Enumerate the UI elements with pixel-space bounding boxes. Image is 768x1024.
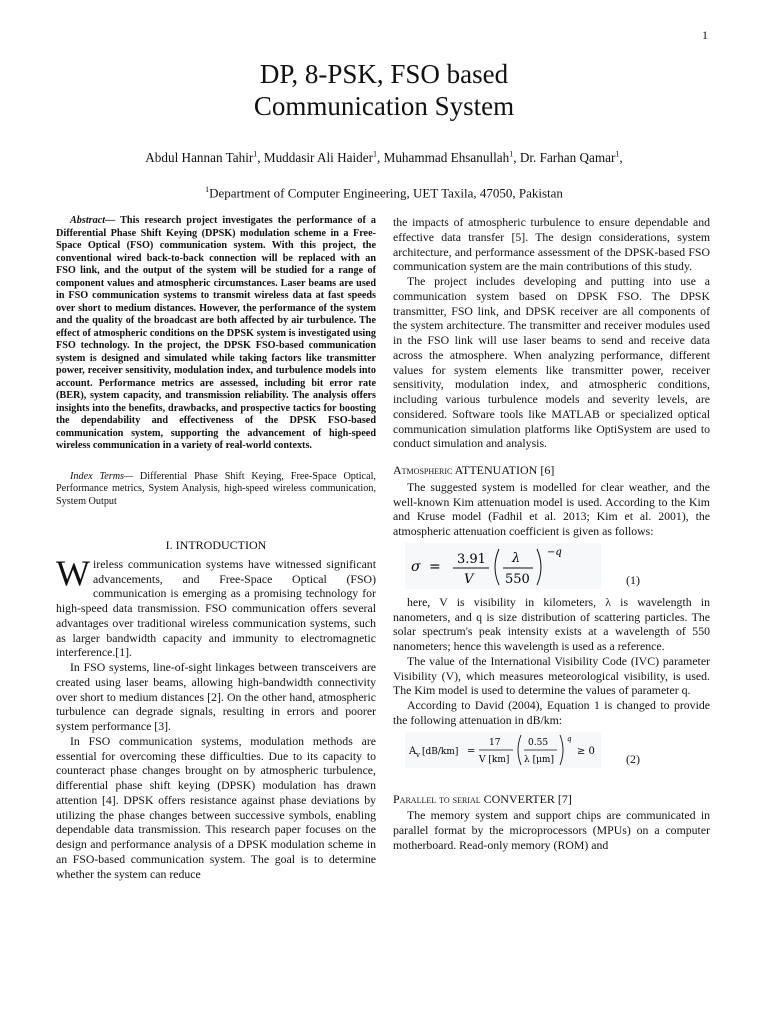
eq1-denominator: V [464, 571, 474, 587]
author-1: Abdul Hannan Tahir$^1$, [145, 150, 264, 166]
author-4: Dr. Farhan Qamar$^1$, [519, 150, 623, 166]
attenuation-paragraph-4: According to David (2004), Equation 1 is changed to provide the following attenuation in dB/km: [393, 698, 710, 727]
eq1-left-paren [495, 549, 499, 585]
eq2-denominator: V [km] [479, 754, 510, 765]
eq1-numerator: 3.91 [457, 551, 486, 567]
eq2-lhs-sub: v [416, 750, 420, 759]
attenuation-paragraph-1: The suggested system is modelled for clear weather, and the well-known Kim attenuation model is used. According to the Kim and Kruse model (Fadhil et al. 2013; Kim et al. 2001), the atmospheric attenuation coefficient is given as follows: [393, 479, 710, 538]
affiliation: $^1$Department of Computer Engineering, UET Taxila, 47050, Pakistan [205, 185, 563, 201]
eq2-right-paren [560, 735, 563, 765]
subsection-heading-atmospheric-attenuation: Atmospheric ATTENUATION [6] [393, 463, 555, 477]
right-paragraph-2: The project includes developing and putting into use a communication system based on DPSK FSO. The DPSK transmitter, FSO link, and DPSK receiver are all components of the system architecture. The transmitter and receiver modules used in the FSO link will use laser beams to send and receive data across the atmosphere. When analyzing performance, different values for system elements like transmitter power, receiver sensitivity, modulation index, and atmospheric conditions, including various turbulence models and severity levels, are considered. Software tools like MATLAB or specialized optical communication simulation platforms like OptiSystem are used to conduct simulation and analysis. [393, 274, 710, 451]
eq2-left-paren [518, 735, 521, 765]
right-paragraph-1: the impacts of atmospheric turbulence to ensure dependable and effective data transfer [5]. The design considerations, system architecture, and performance assessment of the DPSK-based FSO communication system are the main contributions of this study. [393, 215, 710, 274]
author-3: Muhammad Ehsanullah$^1$, [383, 150, 520, 166]
eq1-exponent: −q [547, 546, 562, 558]
author-2: Muddasir Ali Haider$^1$, [263, 150, 384, 166]
right-column [393, 215, 710, 853]
attenuation-paragraph-2: here, V is visibility in kilometers, λ is wavelength in nanometers, and q is size distribution of scattering particles. The solar spectrum's peak intensity exists at a wavelength of 550 nanometers; hence this wavelength is used as a reference. [393, 594, 710, 653]
eq2-numerator-2: 0.55 [528, 737, 549, 748]
equation-2-number: (2) [626, 751, 640, 766]
eq2-denominator-2: λ [μm] [524, 754, 554, 765]
equation-2-row [393, 732, 710, 772]
eq2-exponent: q [567, 734, 572, 743]
author-list [0, 150, 768, 166]
equation-1 [405, 543, 601, 589]
abstract: Abstract— This research project investigates the performance of a Differential Phase Shift Keying (DPSK) modulation scheme in a Free-Space Optical (FSO) communication system. With this project, the conventional wired back-to-back connection will be replaced with an FSO link, and the output of the system will be studied for a range of component values and atmospheric circumstances. Laser beams are used in FSO communication systems to transmit wireless data at fast speeds over short to medium distances. However, the performance of the system and the quality of the broadcast are both affected by air turbulence. The effect of atmospheric conditions on the DPSK system is investigated using FSO technology. In the project, the DPSK FSO-based communication system is designed and simulated while taking factors like transmitter power, receiver sensitivity, modulation index, and turbulence models into account. Performance metrics are assessed, including bit error rate (BER), system capacity, and transmission reliability. The analysis offers insights into the benefits, drawbacks, and prospective tactics for boosting the dependability and effectiveness of the DPSK FSO-based communication system, supporting the advancement of high-speed wireless communication in a variety of real-world contexts. [56, 215, 376, 451]
left-column [56, 215, 376, 881]
eq2-numerator: 17 [489, 737, 501, 748]
intro-paragraph-1: Wireless communication systems have witnessed significant advancements, and Free-Space Optical (FSO) communication is emerging as a promising technology for high-speed data transmission. FSO communication offers several advantages over traditional wireless communication systems, such as larger bandwidth capacity and immunity to electromagnetic interference.[1]. [56, 552, 376, 660]
intro-paragraph-2: In FSO systems, line-of-sight linkages between transceivers are created using laser beams, allowing high-bandwidth connectivity over short to medium distances [2]. On the other hand, atmospheric turbulence can degrade signals, resulting in errors and poorer system performance [3]. [56, 660, 376, 733]
parallel-to-serial-paragraph-1: The memory system and support chips are communicated in parallel format by the microprocessors (MPUs) on a computer motherboard. Read-only memory (ROM) and [393, 808, 710, 852]
drop-cap: W [56, 552, 90, 593]
page-number: 1 [702, 28, 708, 42]
title-line-1: DP, 8-PSK, FSO based [259, 59, 509, 89]
eq1-lambda: λ [512, 550, 521, 566]
eq1-lhs: σ [411, 558, 421, 575]
eq2-equals: = [467, 745, 476, 757]
index-terms: Index Terms— Differential Phase Shift Keying, Free-Space Optical, Performance metrics, System Analysis, high-speed wireless communication, System Output [56, 470, 376, 507]
paper-title [0, 58, 768, 122]
equation-1-number: (1) [626, 572, 640, 587]
attenuation-paragraph-3: The value of the International Visibility Code (IVC) parameter Visibility (V), which measures meteorological visibility, is used. The Kim model is used to determine the values of parameter q. [393, 653, 710, 698]
eq2-relation: ≥ 0 [577, 745, 595, 757]
eq2-lhs-unit: [dB/km] [422, 746, 459, 757]
eq1-right-paren [537, 549, 541, 585]
subsection-heading-parallel-to-serial: Parallel to serial CONVERTER [7] [393, 791, 572, 806]
title-line-2: Communication System [253, 91, 515, 121]
intro-paragraph-3: In FSO communication systems, modulation methods are essential for overcoming these difficulties. Due to its capacity to counteract phase changes brought on by atmospheric turbulence, differential phase shift keying (DPSK) modulation has drawn attention [4]. DPSK offers resistance against phase deviations by utilizing the phase changes between successive symbols, enabling dependable data transmission. This research paper focuses on the design and performance analysis of a DPSK modulation scheme in an FSO-based communication system. The goal is to determine whether the system can reduce [56, 733, 376, 881]
eq1-equals: = [429, 558, 441, 575]
eq2-lhs: A [409, 745, 417, 757]
section-heading-introduction: I. INTRODUCTION [165, 538, 267, 552]
equation-1-row [393, 543, 710, 591]
eq1-lambda-denominator: 550 [505, 571, 530, 587]
equation-2 [405, 732, 601, 768]
